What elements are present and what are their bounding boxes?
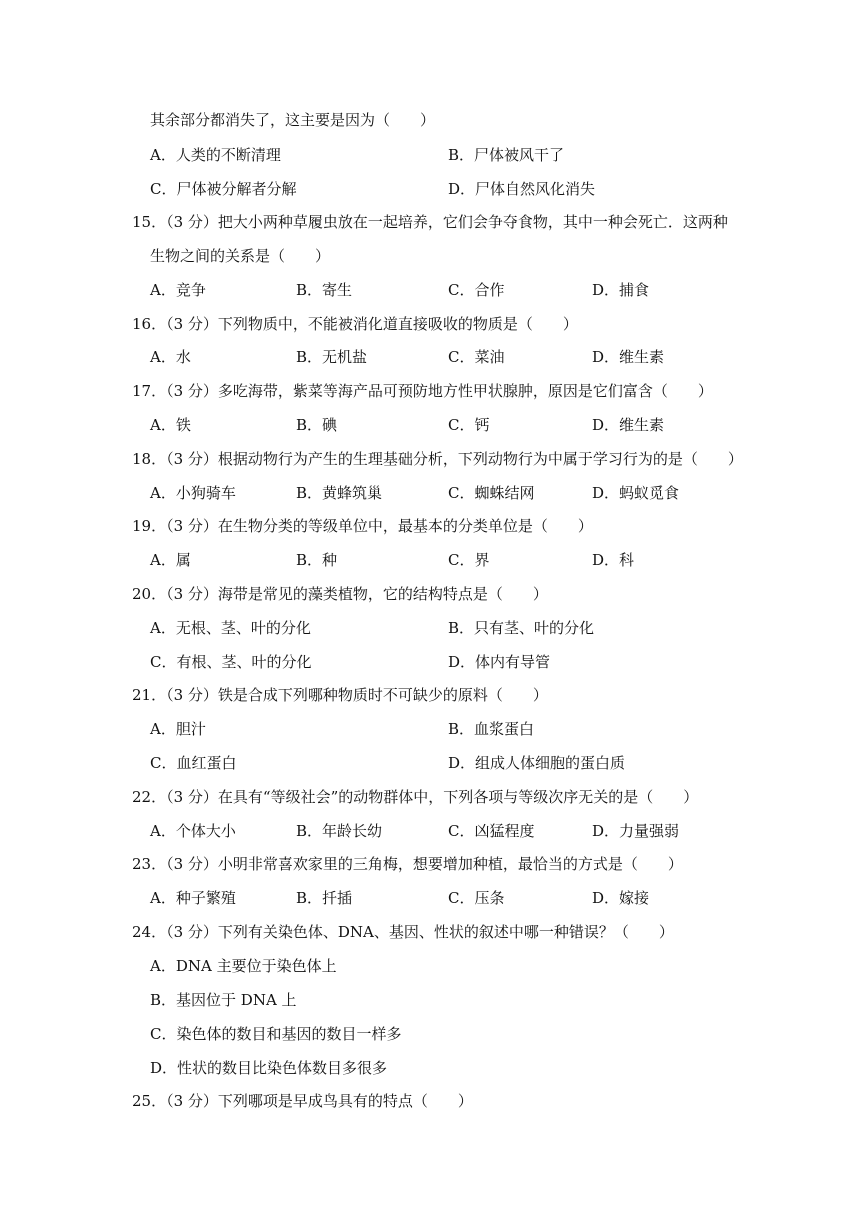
question-23-option-a: A．种子繁殖 [150,889,236,907]
question-17-option-c: C．钙 [448,416,490,434]
question-17-option-b: B．碘 [296,416,338,434]
question-24-option-d: D．性状的数目比染色体数目多很多 [150,1059,388,1077]
question-16-stem: 16．（3 分）下列物质中，不能被消化道直接吸收的物质是（ ） [132,315,578,333]
question-18-option-c: C．蜘蛛结网 [448,484,535,502]
question-19-option-d: D．科 [592,551,635,569]
question-19-option-c: C．界 [448,551,490,569]
question-23-option-b: B．扦插 [296,889,353,907]
question-16-option-a: A．水 [150,348,191,366]
question-16-option-b: B．无机盐 [296,348,368,366]
question-14-option-b: B．尸体被风干了 [448,146,565,164]
question-14-stem-continuation: 其余部分都消失了，这主要是因为（ ） [150,111,436,129]
question-15-option-c: C．合作 [448,281,505,299]
question-21-stem: 21．（3 分）铁是合成下列哪种物质时不可缺少的原料（ ） [132,686,548,704]
question-20-option-b: B．只有茎、叶的分化 [448,619,595,637]
question-14-option-a: A．人类的不断清理 [150,146,281,164]
question-17-option-a: A．铁 [150,416,191,434]
question-22-option-c: C．凶猛程度 [448,822,535,840]
question-23-stem: 23．（3 分）小明非常喜欢家里的三角梅，想要增加种植，最恰当的方式是（ ） [132,855,683,873]
question-23-option-c: C．压条 [448,889,505,907]
question-15-stem-continuation: 生物之间的关系是（ ） [150,247,331,265]
question-24-option-a: A．DNA 主要位于染色体上 [150,957,337,975]
question-15-option-a: A．竞争 [150,281,206,299]
question-16-option-d: D．维生素 [592,348,665,366]
question-18-option-d: D．蚂蚁觅食 [592,484,680,502]
question-24-option-c: C．染色体的数目和基因的数目一样多 [150,1025,402,1043]
question-17-option-d: D．维生素 [592,416,665,434]
question-16-option-c: C．菜油 [448,348,505,366]
question-14-option-c: C．尸体被分解者分解 [150,180,297,198]
question-20-option-d: D．体内有导管 [448,653,551,671]
question-21-option-b: B．血浆蛋白 [448,720,535,738]
question-21-option-d: D．组成人体细胞的蛋白质 [448,754,626,772]
question-22-stem: 22．（3 分）在具有“等级社会”的动物群体中，下列各项与等级次序无关的是（ ） [132,788,699,806]
question-20-option-c: C．有根、茎、叶的分化 [150,653,312,671]
question-23-option-d: D．嫁接 [592,889,650,907]
question-18-stem: 18．（3 分）根据动物行为产生的生理基础分析，下列动物行为中属于学习行为的是（ ） [132,450,743,468]
question-18-option-a: A．小狗骑车 [150,484,236,502]
question-22-option-a: A．个体大小 [150,822,236,840]
question-15-option-b: B．寄生 [296,281,353,299]
question-17-stem: 17．（3 分）多吃海带，紫菜等海产品可预防地方性甲状腺肿，原因是它们富含（ ） [132,382,713,400]
question-19-option-b: B．种 [296,551,338,569]
question-15-option-d: D．捕食 [592,281,650,299]
question-20-stem: 20．（3 分）海带是常见的藻类植物，它的结构特点是（ ） [132,585,548,603]
question-21-option-c: C．血红蛋白 [150,754,237,772]
question-24-option-b: B．基因位于 DNA 上 [150,991,297,1009]
question-21-option-a: A．胆汁 [150,720,206,738]
question-22-option-d: D．力量强弱 [592,822,680,840]
question-15-stem: 15．（3 分）把大小两种草履虫放在一起培养，它们会争夺食物，其中一种会死亡．这两种 [132,213,728,231]
question-19-stem: 19．（3 分）在生物分类的等级单位中，最基本的分类单位是（ ） [132,517,593,535]
question-18-option-b: B．黄蜂筑巢 [296,484,383,502]
question-14-option-d: D．尸体自然风化消失 [448,180,596,198]
question-25-stem: 25．（3 分）下列哪项是早成鸟具有的特点（ ） [132,1092,473,1110]
question-20-option-a: A．无根、茎、叶的分化 [150,619,311,637]
question-19-option-a: A．属 [150,551,191,569]
question-24-stem: 24．（3 分）下列有关染色体、DNA、基因、性状的叙述中哪一种错误？（ ） [132,923,674,941]
question-22-option-b: B．年龄长幼 [296,822,383,840]
